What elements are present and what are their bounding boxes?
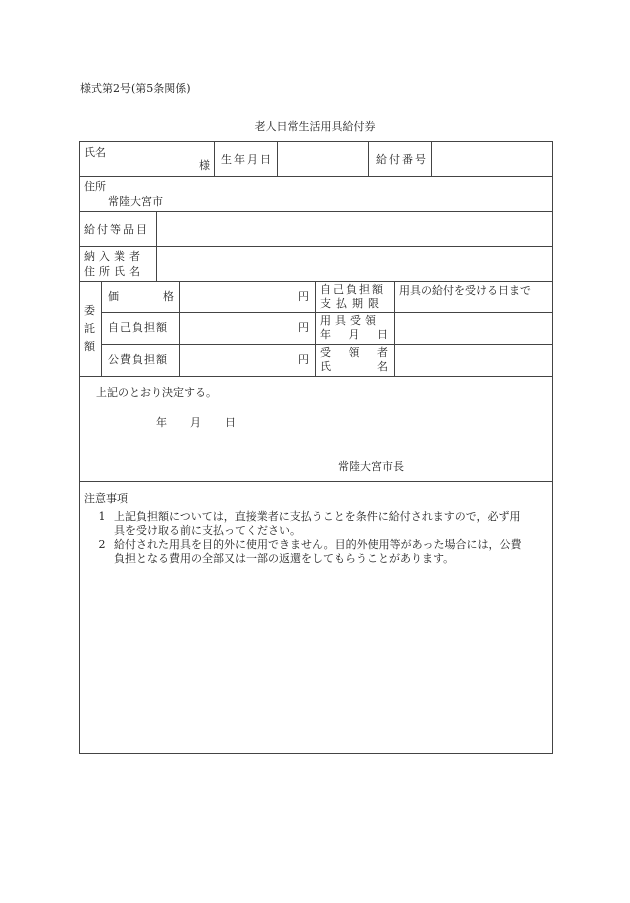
birthdate-label: 生年月日 <box>221 153 273 166</box>
recipient-char: 名 <box>377 360 388 373</box>
divider <box>101 312 553 313</box>
divider <box>156 211 157 281</box>
items-label: 給付等品目 <box>84 223 149 236</box>
receipt-label-line1: 用具受領 <box>320 314 380 327</box>
form-frame <box>79 141 553 754</box>
note-number: 1 <box>98 510 106 523</box>
honorific-sama: 様 <box>199 159 210 172</box>
issuer: 常陸大宮市長 <box>338 460 404 473</box>
divider <box>79 281 553 282</box>
divider <box>315 281 316 376</box>
note-item <box>90 510 550 538</box>
form-title: 老人日常生活用具給付券 <box>254 120 376 133</box>
price-yen: 円 <box>298 290 309 303</box>
address-label: 住所 <box>84 180 106 193</box>
divider <box>79 211 553 212</box>
divider <box>394 281 395 376</box>
divider <box>79 246 553 247</box>
note-number: 2 <box>98 538 106 551</box>
note-text <box>114 538 550 566</box>
divider <box>101 344 553 345</box>
price-label-b: 格 <box>163 290 174 303</box>
recipient-label-line2 <box>320 360 388 373</box>
self-burden-yen: 円 <box>298 321 309 334</box>
decision-date-month: 月 <box>190 416 201 429</box>
address-value: 常陸大宮市 <box>108 195 163 208</box>
deadline-label-line1: 自己負担額 <box>320 283 385 296</box>
notes-list <box>90 510 550 566</box>
decision-date-year: 年 <box>156 416 167 429</box>
divider <box>79 176 553 177</box>
recipient-char: 者 <box>377 346 388 359</box>
note-item <box>90 538 550 566</box>
commission-side-char: 額 <box>84 340 95 353</box>
divider <box>101 281 102 376</box>
receipt-day: 日 <box>377 328 388 341</box>
name-label: 氏名 <box>84 146 106 159</box>
divider <box>179 281 180 376</box>
deadline-value: 用具の給付を受ける日まで <box>399 284 531 297</box>
form-number: 様式第2号(第5条関係) <box>80 82 191 95</box>
vendor-label-line2: 住所氏名 <box>84 265 144 278</box>
voucher-number-label: 給付番号 <box>376 153 428 166</box>
note-line: 具を受け取る前に支払ってください。 <box>114 524 301 537</box>
vendor-label-line1: 納入業者 <box>84 250 144 263</box>
note-line: 給付された用具を目的外に使用できません。目的外使用等があった場合には，公費 <box>114 538 522 551</box>
recipient-char: 氏 <box>320 360 331 373</box>
price-label-a: 価 <box>108 290 119 303</box>
recipient-char: 領 <box>348 346 360 359</box>
divider <box>368 141 369 176</box>
recipient-label-line1 <box>320 346 388 359</box>
divider <box>277 141 278 176</box>
receipt-label-line2 <box>320 328 388 341</box>
divider <box>214 141 215 176</box>
recipient-char: 受 <box>320 346 331 359</box>
divider <box>431 141 432 176</box>
self-burden-label: 自己負担額 <box>108 321 168 334</box>
commission-side-char: 委 <box>84 304 95 317</box>
note-text <box>114 510 550 538</box>
receipt-month: 月 <box>348 328 360 341</box>
divider <box>79 376 553 377</box>
public-burden-yen: 円 <box>298 353 309 366</box>
note-line: 上記負担額については，直接業者に支払うことを条件に給付されますので，必ず用 <box>114 510 521 523</box>
deadline-label-line2: 支払期限 <box>320 297 384 310</box>
decision-statement: 上記のとおり決定する。 <box>96 386 217 399</box>
receipt-year: 年 <box>320 328 331 341</box>
public-burden-label: 公費負担額 <box>108 353 168 366</box>
commission-side-char: 託 <box>84 322 95 335</box>
divider <box>79 481 553 482</box>
decision-date-day: 日 <box>225 416 236 429</box>
notes-heading: 注意事項 <box>84 492 128 505</box>
note-line: 負担となる費用の全部又は一部の返還をしてもらうことがあります。 <box>114 552 455 565</box>
price-label <box>108 290 174 303</box>
